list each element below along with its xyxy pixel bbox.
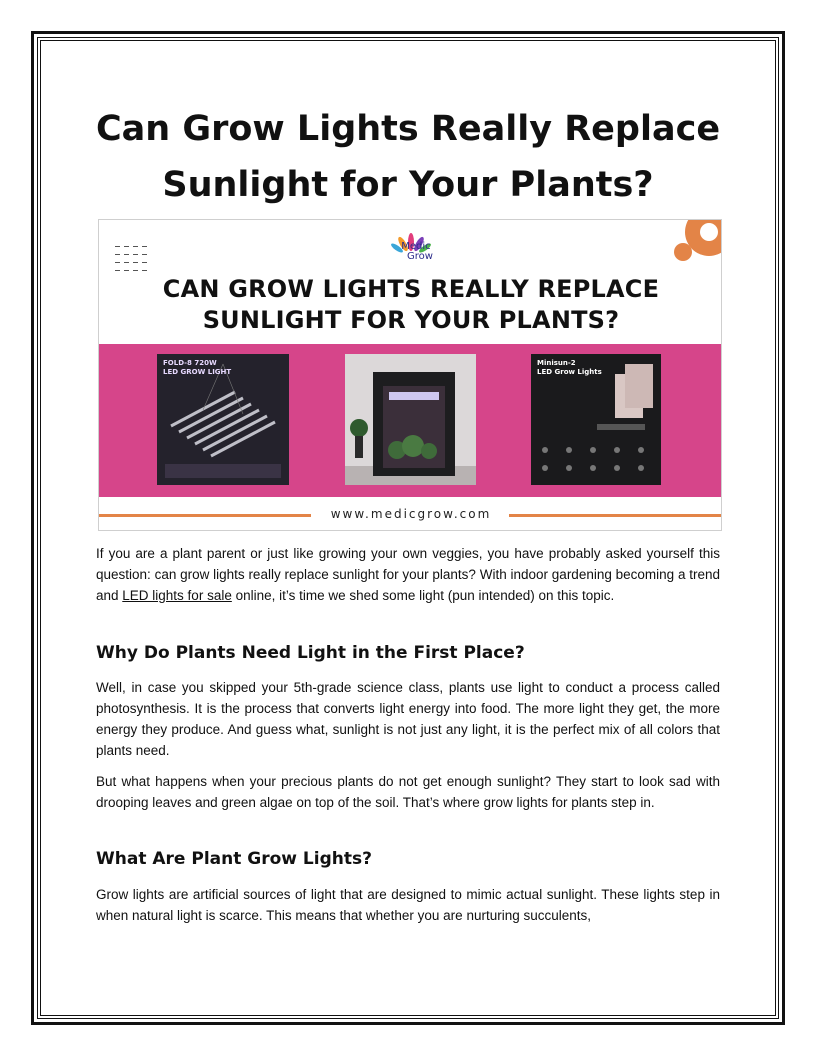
led-lights-for-sale-link[interactable]: LED lights for sale [122, 588, 232, 603]
heading-what-are-grow-lights: What Are Plant Grow Lights? [96, 849, 372, 869]
banner-heading-line-1: CAN GROW LIGHTS REALLY REPLACE [162, 275, 660, 303]
logo-word-2: Grow [407, 251, 433, 262]
product-image-minisun2 [531, 354, 661, 485]
banner-url-bar [99, 507, 722, 523]
heading-why-plants-need-light: Why Do Plants Need Light in the First Place? [96, 643, 525, 663]
intro-text-before: If you are a plant parent or just like growing your own veggies, you have probably asked yourself this question: can grow lights really replace sunlight for your plants? With indoor gardening becoming a trend and [96, 546, 720, 603]
banner-heading-line-2: SUNLIGHT FOR YOUR PLANTS? [202, 306, 620, 334]
grow-lights-definition-paragraph: Grow lights are artificial sources of light that are designed to mimic actual sunlight. These lights step in when natural light is scarce. This means that whether you are nurturing succulents, [96, 887, 720, 923]
hero-banner-image [98, 219, 722, 531]
page-title-line-1: Can Grow Lights Really Replace [95, 109, 721, 149]
logo-word-1: Medic [401, 241, 431, 252]
photosynthesis-paragraph: Well, in case you skipped your 5th-grade science class, plants use light to conduct a process called photosynthesis. It is the process that converts light energy into food. The more light they get, the more energy they produce. And guess what, sunlight is not just any light, it is the perfect mix of all colors that plants need. [96, 680, 720, 758]
logo-wordmark [399, 242, 433, 262]
orange-circle-decoration [659, 219, 722, 280]
product-label-fold8: FOLD-8 720W LED GROW LIGHT [163, 359, 232, 376]
dot-grid-decoration [115, 242, 149, 276]
product-image-grow-tent [345, 354, 476, 485]
intro-paragraph [96, 543, 720, 606]
grow-tent-icon [345, 354, 476, 485]
page-title-line-2: Sunlight for Your Plants? [162, 165, 654, 205]
pink-product-band [99, 344, 722, 497]
product-image-fold8 [157, 354, 289, 485]
banner-url: www.medicgrow.com [330, 507, 492, 521]
product-label-minisun2: Minisun-2 LED Grow Lights [537, 359, 602, 376]
not-enough-sunlight-paragraph: But what happens when your precious plants do not get enough sunlight? They start to look sad with drooping leaves and green algae on top of the soil. That’s where grow lights for plants step in. [96, 774, 720, 810]
banner-heading [99, 274, 722, 336]
page-title [90, 101, 726, 213]
intro-text-after: online, it’s time we shed some light (pun intended) on this topic. [231, 588, 615, 603]
